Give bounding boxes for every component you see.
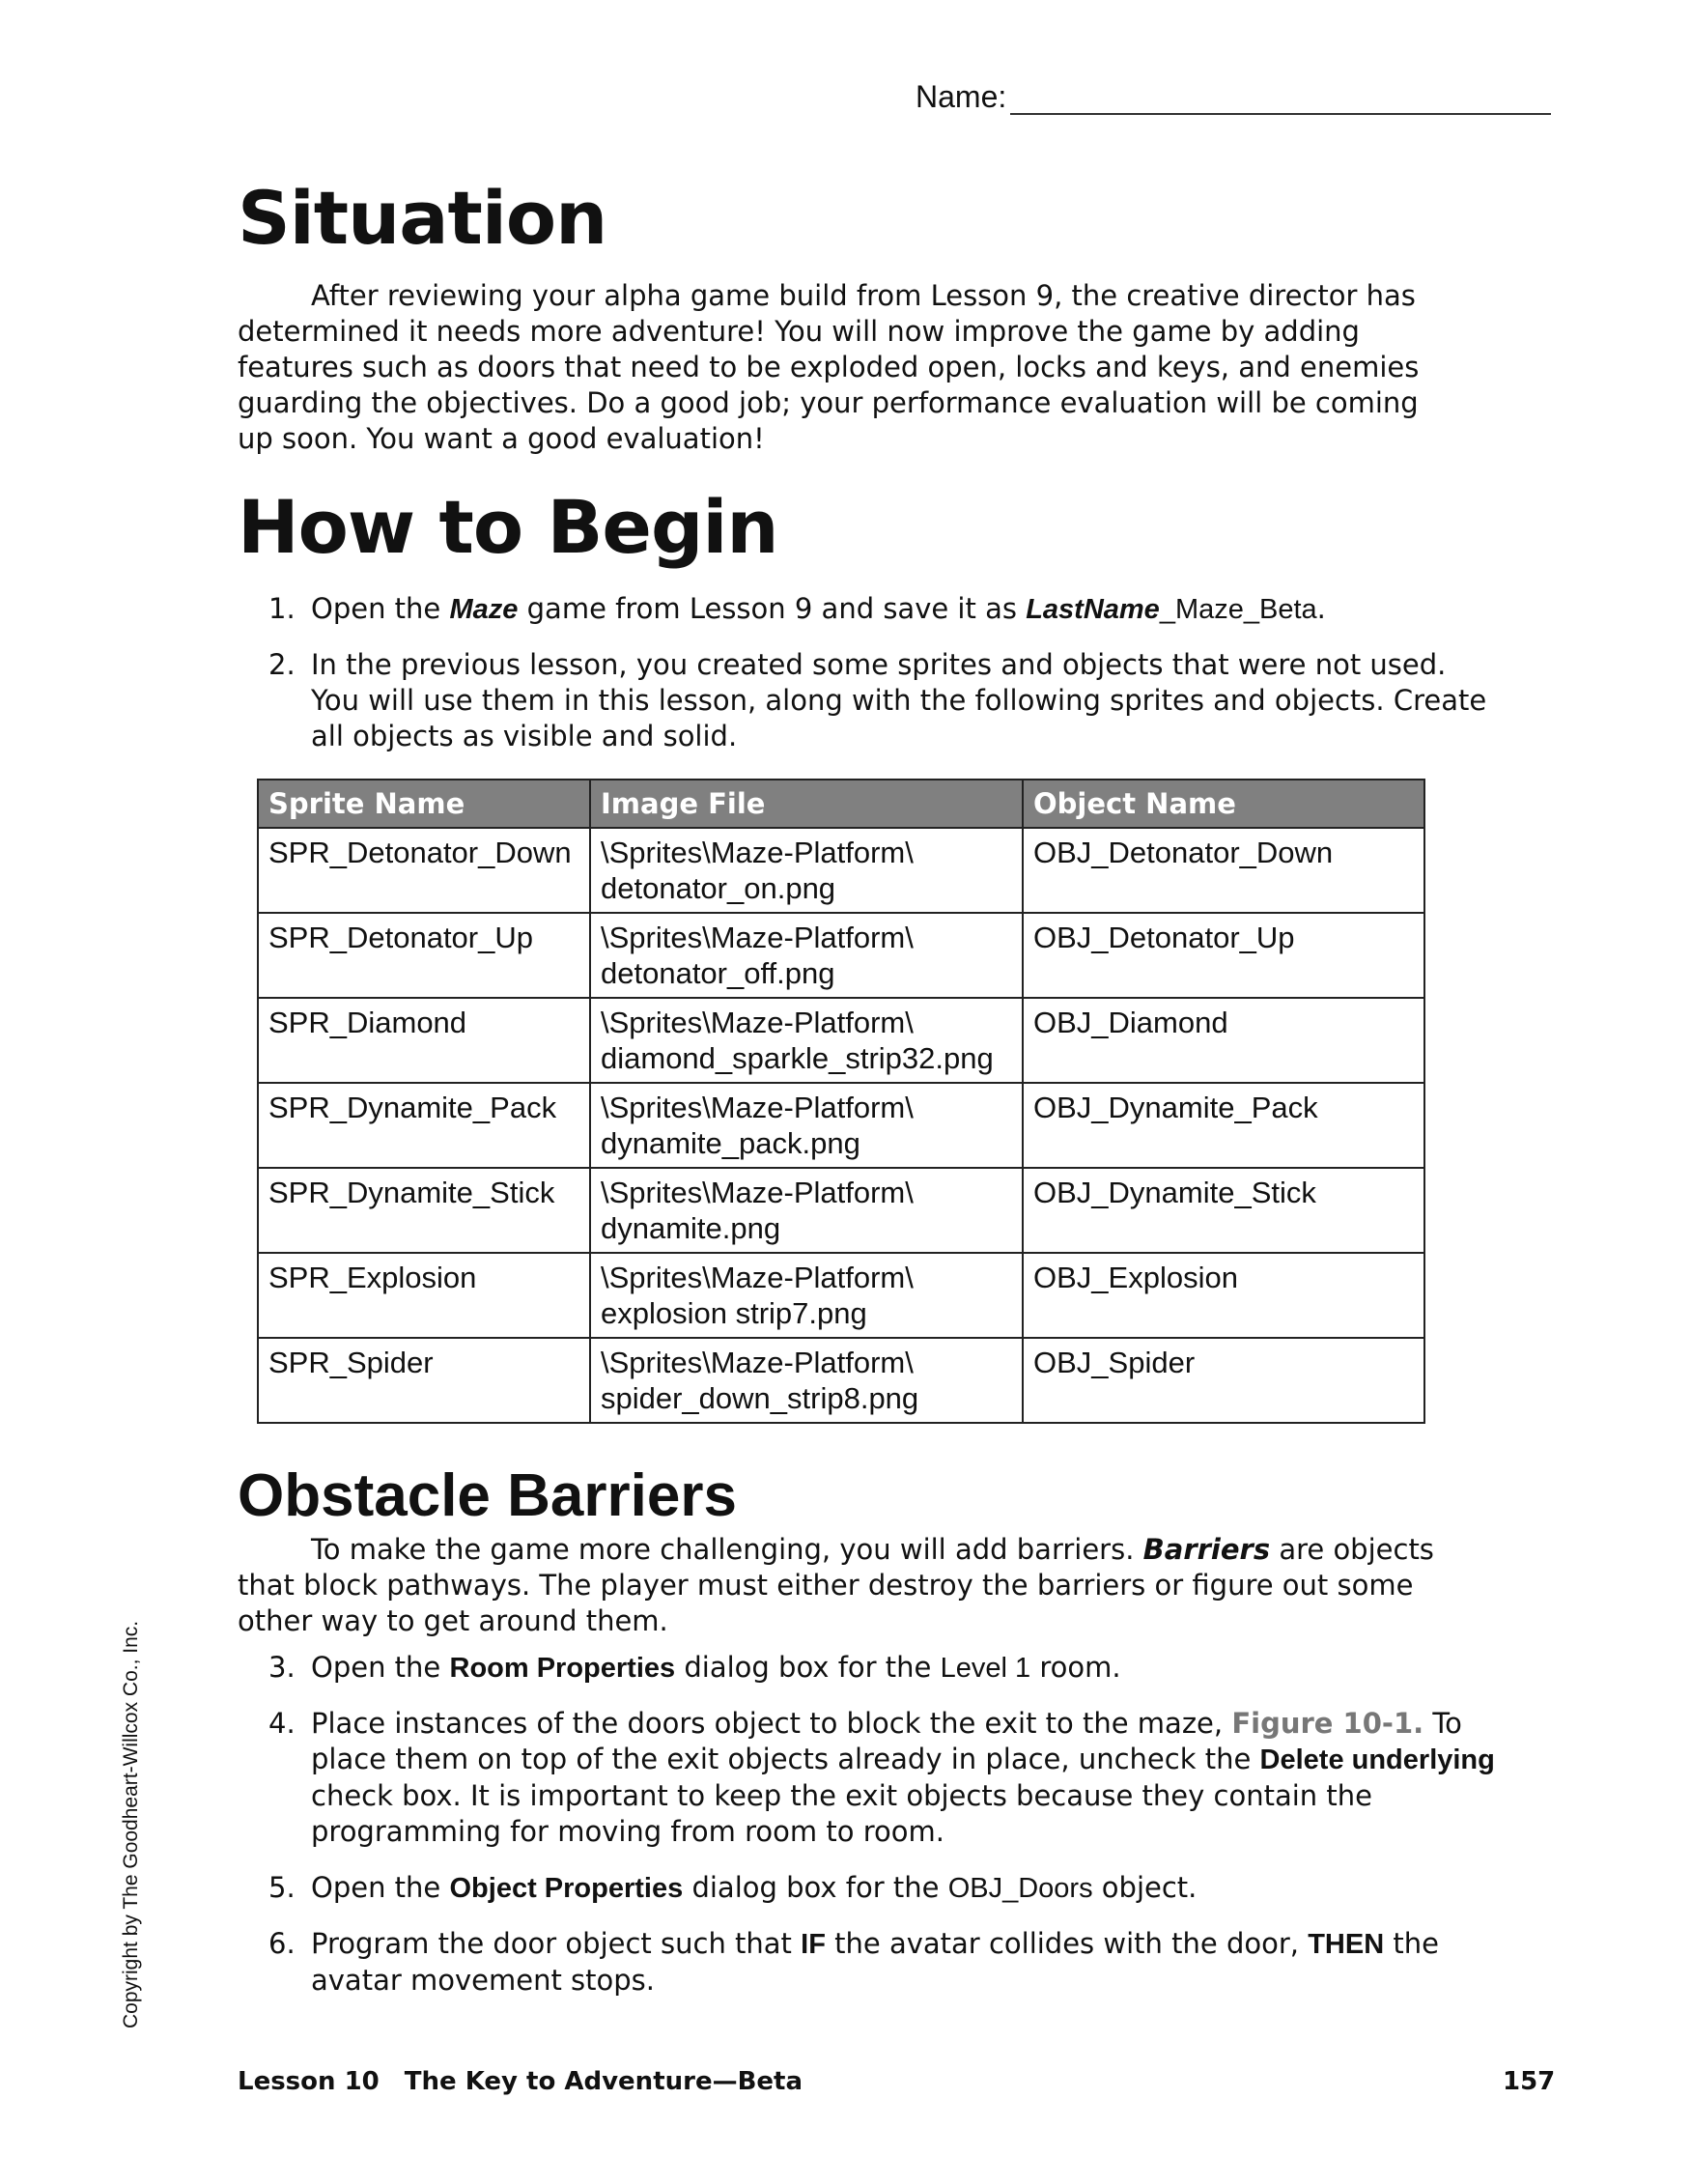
step-text: object. [1092,1871,1198,1904]
table-row [258,913,1424,998]
object-properties-term: Object Properties [449,1873,684,1904]
image-path: \Sprites\Maze-Platform\ [601,1006,914,1039]
object-name-cell: OBJ_Dynamite_Pack [1023,1083,1424,1168]
table-row [258,1168,1424,1253]
obstacle-barriers-heading: Obstacle Barriers [238,1462,737,1529]
object-name: OBJ_Doors [947,1873,1093,1904]
step-number: 5. [268,1871,296,1904]
name-blank-line [1010,86,1551,115]
step-6 [268,1926,1499,1999]
image-file-cell [590,1168,1023,1253]
table-row [258,828,1424,913]
if-keyword: IF [801,1929,826,1960]
name-field [916,79,1551,115]
image-filename: spider_down_strip8.png [601,1381,919,1415]
name-label: Name: [916,79,1007,114]
step-text: check box. It is important to keep the exit objects because they contain the programming for moving from room to room. [311,1779,1372,1848]
object-name-cell: OBJ_Detonator_Down [1023,828,1424,913]
step-text: In the previous lesson, you created some sprites and objects that were not used. You will use them in this lesson, along with the following sprites and objects. Create all objects as visible and solid. [311,648,1487,752]
situation-heading: Situation [238,175,607,261]
image-filename: diamond_sparkle_strip32.png [601,1041,994,1075]
step-text: Place instances of the doors object to block the exit to the maze, [311,1707,1232,1740]
image-file-cell [590,998,1023,1083]
sprite-name-cell: SPR_Diamond [258,998,590,1083]
maze-game-name: Maze [449,594,519,625]
lesson-title: The Key to Adventure—Beta [404,2067,803,2096]
image-path: \Sprites\Maze-Platform\ [601,1091,914,1124]
table-header-row [258,780,1424,828]
image-file-cell [590,1083,1023,1168]
object-name-cell: OBJ_Detonator_Up [1023,913,1424,998]
barriers-term: Barriers [1142,1533,1271,1566]
image-file-cell [590,828,1023,913]
footer-lesson-title [238,2067,828,2096]
step-text: dialog box for the [683,1871,948,1904]
lastname-placeholder: LastName [1026,594,1160,625]
how-to-begin-heading: How to Begin [238,484,778,570]
step-number: 4. [268,1707,296,1740]
page-number: 157 [1503,2067,1556,2096]
step-text: . [1316,592,1326,625]
sprite-name-cell: SPR_Detonator_Up [258,913,590,998]
step-text: the avatar collides with the door, [825,1927,1309,1960]
sprite-name-cell: SPR_Dynamite_Pack [258,1083,590,1168]
step-4 [268,1706,1499,1850]
figure-reference: Figure 10-1. [1231,1707,1424,1740]
then-keyword: THEN [1308,1929,1385,1960]
image-path: \Sprites\Maze-Platform\ [601,1261,914,1294]
image-path: \Sprites\Maze-Platform\ [601,1176,914,1209]
object-name-cell: OBJ_Diamond [1023,998,1424,1083]
step-text: Open the [311,1871,450,1904]
level-name: Level 1 [940,1653,1031,1684]
image-path: \Sprites\Maze-Platform\ [601,1346,914,1379]
step-number: 6. [268,1927,296,1960]
sprite-name-cell: SPR_Explosion [258,1253,590,1338]
step-text: the avatar movement stops. [311,1927,1439,1997]
column-header-sprite-name: Sprite Name [258,780,590,828]
sprite-name-cell: SPR_Spider [258,1338,590,1423]
sprites-table [257,779,1425,1424]
step-1 [268,591,1499,628]
table-row [258,1083,1424,1168]
table-row [258,1338,1424,1423]
step-text: Open the [311,592,450,625]
column-header-object-name: Object Name [1023,780,1424,828]
step-number: 1. [268,592,296,625]
image-file-cell [590,1338,1023,1423]
step-5 [268,1870,1499,1907]
step-text: dialog box for the [675,1651,941,1684]
table-row [258,1253,1424,1338]
image-filename: dynamite_pack.png [601,1126,860,1160]
step-text: To place them on top of the exit objects already in place, uncheck the [311,1707,1462,1775]
object-name-cell: OBJ_Spider [1023,1338,1424,1423]
image-filename: explosion strip7.png [601,1296,867,1330]
image-filename: dynamite.png [601,1211,781,1245]
image-path: \Sprites\Maze-Platform\ [601,921,914,954]
image-file-cell [590,913,1023,998]
step-text: room. [1030,1651,1121,1684]
image-file-cell [590,1253,1023,1338]
intro-text: To make the game more challenging, you will add barriers. [311,1533,1143,1566]
image-filename: detonator_off.png [601,956,835,990]
obstacle-intro-paragraph [238,1532,1454,1639]
step-number: 3. [268,1651,296,1684]
object-name-cell: OBJ_Explosion [1023,1253,1424,1338]
copyright-notice: Copyright by The Goodheart-Willcox Co., Inc. [120,1620,142,2028]
table-row [258,998,1424,1083]
sprite-name-cell: SPR_Detonator_Down [258,828,590,913]
step-text: Open the [311,1651,450,1684]
room-properties-term: Room Properties [449,1653,676,1684]
intro-text: are objects that block pathways. The player must either destroy the barriers or figure out some other way to get around them. [238,1533,1434,1637]
step-text: Program the door object such that [311,1927,802,1960]
step-text: game from Lesson 9 and save it as [518,592,1027,625]
sprite-name-cell: SPR_Dynamite_Stick [258,1168,590,1253]
column-header-image-file: Image File [590,780,1023,828]
image-path: \Sprites\Maze-Platform\ [601,836,914,869]
filename-suffix: _Maze_Beta [1159,594,1317,625]
delete-underlying-term: Delete underlying [1259,1744,1495,1775]
lesson-number: Lesson 10 [238,2067,380,2096]
object-name-cell: OBJ_Dynamite_Stick [1023,1168,1424,1253]
situation-paragraph: After reviewing your alpha game build from Lesson 9, the creative director has determined it needs more adventure! You will now improve the game by adding features such as doors that need to be exploded open, locks and keys, and enemies guarding the objectives. Do a good job; your performance evaluation will be coming up soon. You want a good evaluation! [238,279,1420,455]
step-3 [268,1650,1499,1687]
step-2 [268,647,1499,754]
image-filename: detonator_on.png [601,871,836,905]
step-number: 2. [268,648,296,681]
